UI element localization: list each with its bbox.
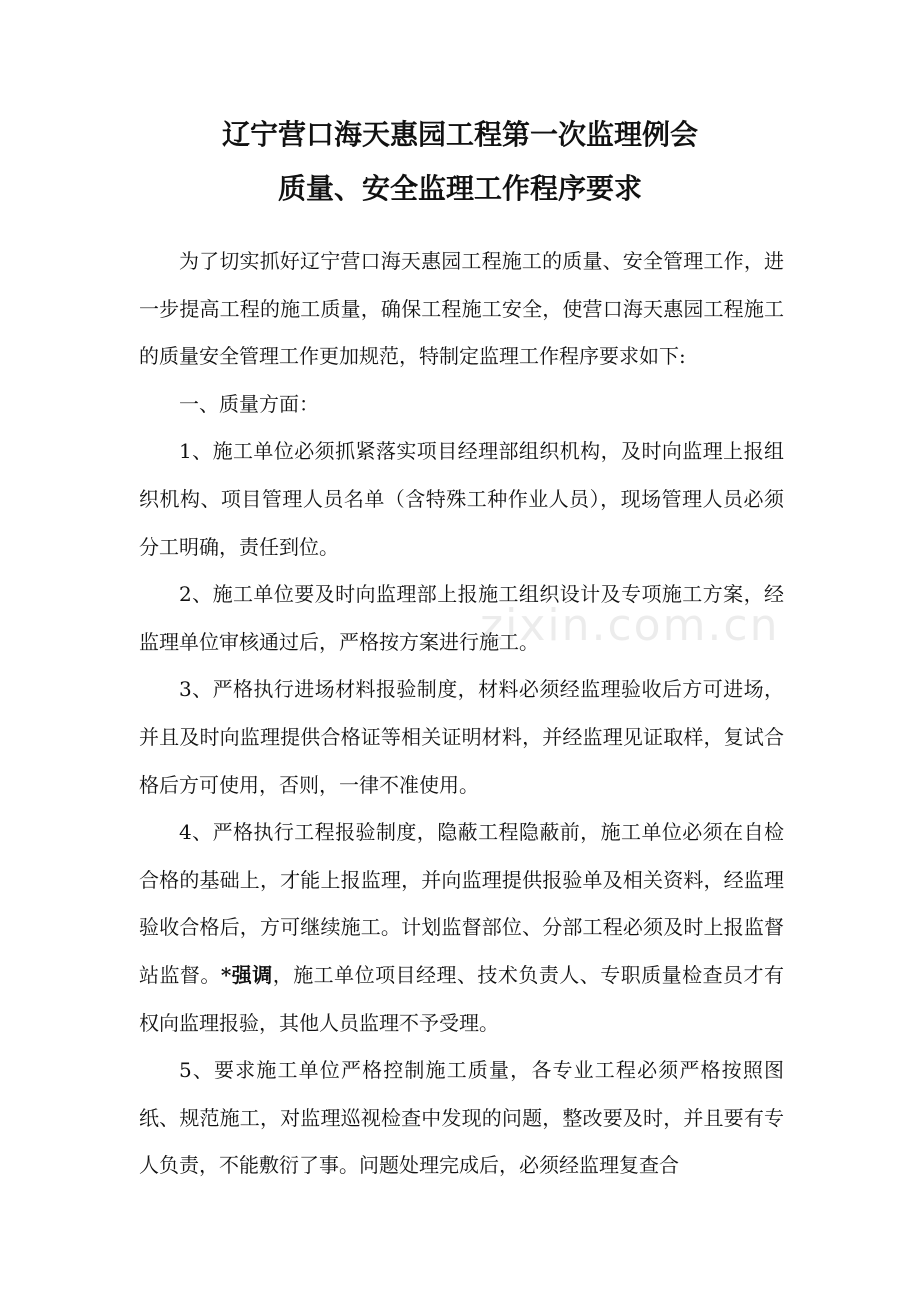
paragraph-item-4-continued: ，施工单位项目经理、技术负责人、专职质量检查员才有权向监理报验，其他人员监理不予受理。	[139, 962, 784, 1035]
paragraph-item-3: 3、严格执行进场材料报验制度，材料必须经监理验收后方可进场，并且及时向监理提供合格证等相关证明材料，并经监理见证取样，复试合格后方可使用，否则，一律不准使用。	[139, 677, 784, 797]
document-subtitle: 质量、安全监理工作程序要求	[277, 172, 642, 205]
paragraph-item-4	[139, 809, 784, 1047]
document-body	[139, 238, 784, 1190]
section-heading-quality: 一、质量方面：	[179, 391, 319, 416]
paragraph-item-4-text: 4、严格执行工程报验制度，隐蔽工程隐蔽前，施工单位必须在自检合格的基础上，才能上报监理，并向监理提供报验单及相关资料，经监理验收合格后，方可继续施工。计划监督部位、分部工程必须及时上报监督站监督。	[139, 820, 784, 987]
paragraph-item-1: 1、施工单位必须抓紧落实项目经理部组织机构，及时向监理上报组织机构、项目管理人员名单（含特殊工种作业人员），现场管理人员必须分工明确，责任到位。	[139, 439, 784, 559]
paragraph-item-5: 5、要求施工单位严格控制施工质量，各专业工程必须严格按照图纸、规范施工，对监理巡视检查中发现的问题，整改要及时，并且要有专人负责，不能敷衍了事。问题处理完成后，必须经监理复查合	[139, 1058, 784, 1178]
emphasis-text: *强调	[220, 962, 273, 987]
document-title: 辽宁营口海天惠园工程第一次监理例会	[221, 118, 698, 151]
watermark: zixin.com.cn	[480, 600, 780, 651]
intro-paragraph: 为了切实抓好辽宁营口海天惠园工程施工的质量、安全管理工作，进一步提高工程的施工质量，确保工程施工安全，使营口海天惠园工程施工的质量安全管理工作更加规范，特制定监理工作程序要求如下:	[139, 249, 784, 369]
paragraph-item-2: 2、施工单位要及时向监理部上报施工组织设计及专项施工方案，经监理单位审核通过后，严格按方案进行施工。	[139, 582, 784, 654]
